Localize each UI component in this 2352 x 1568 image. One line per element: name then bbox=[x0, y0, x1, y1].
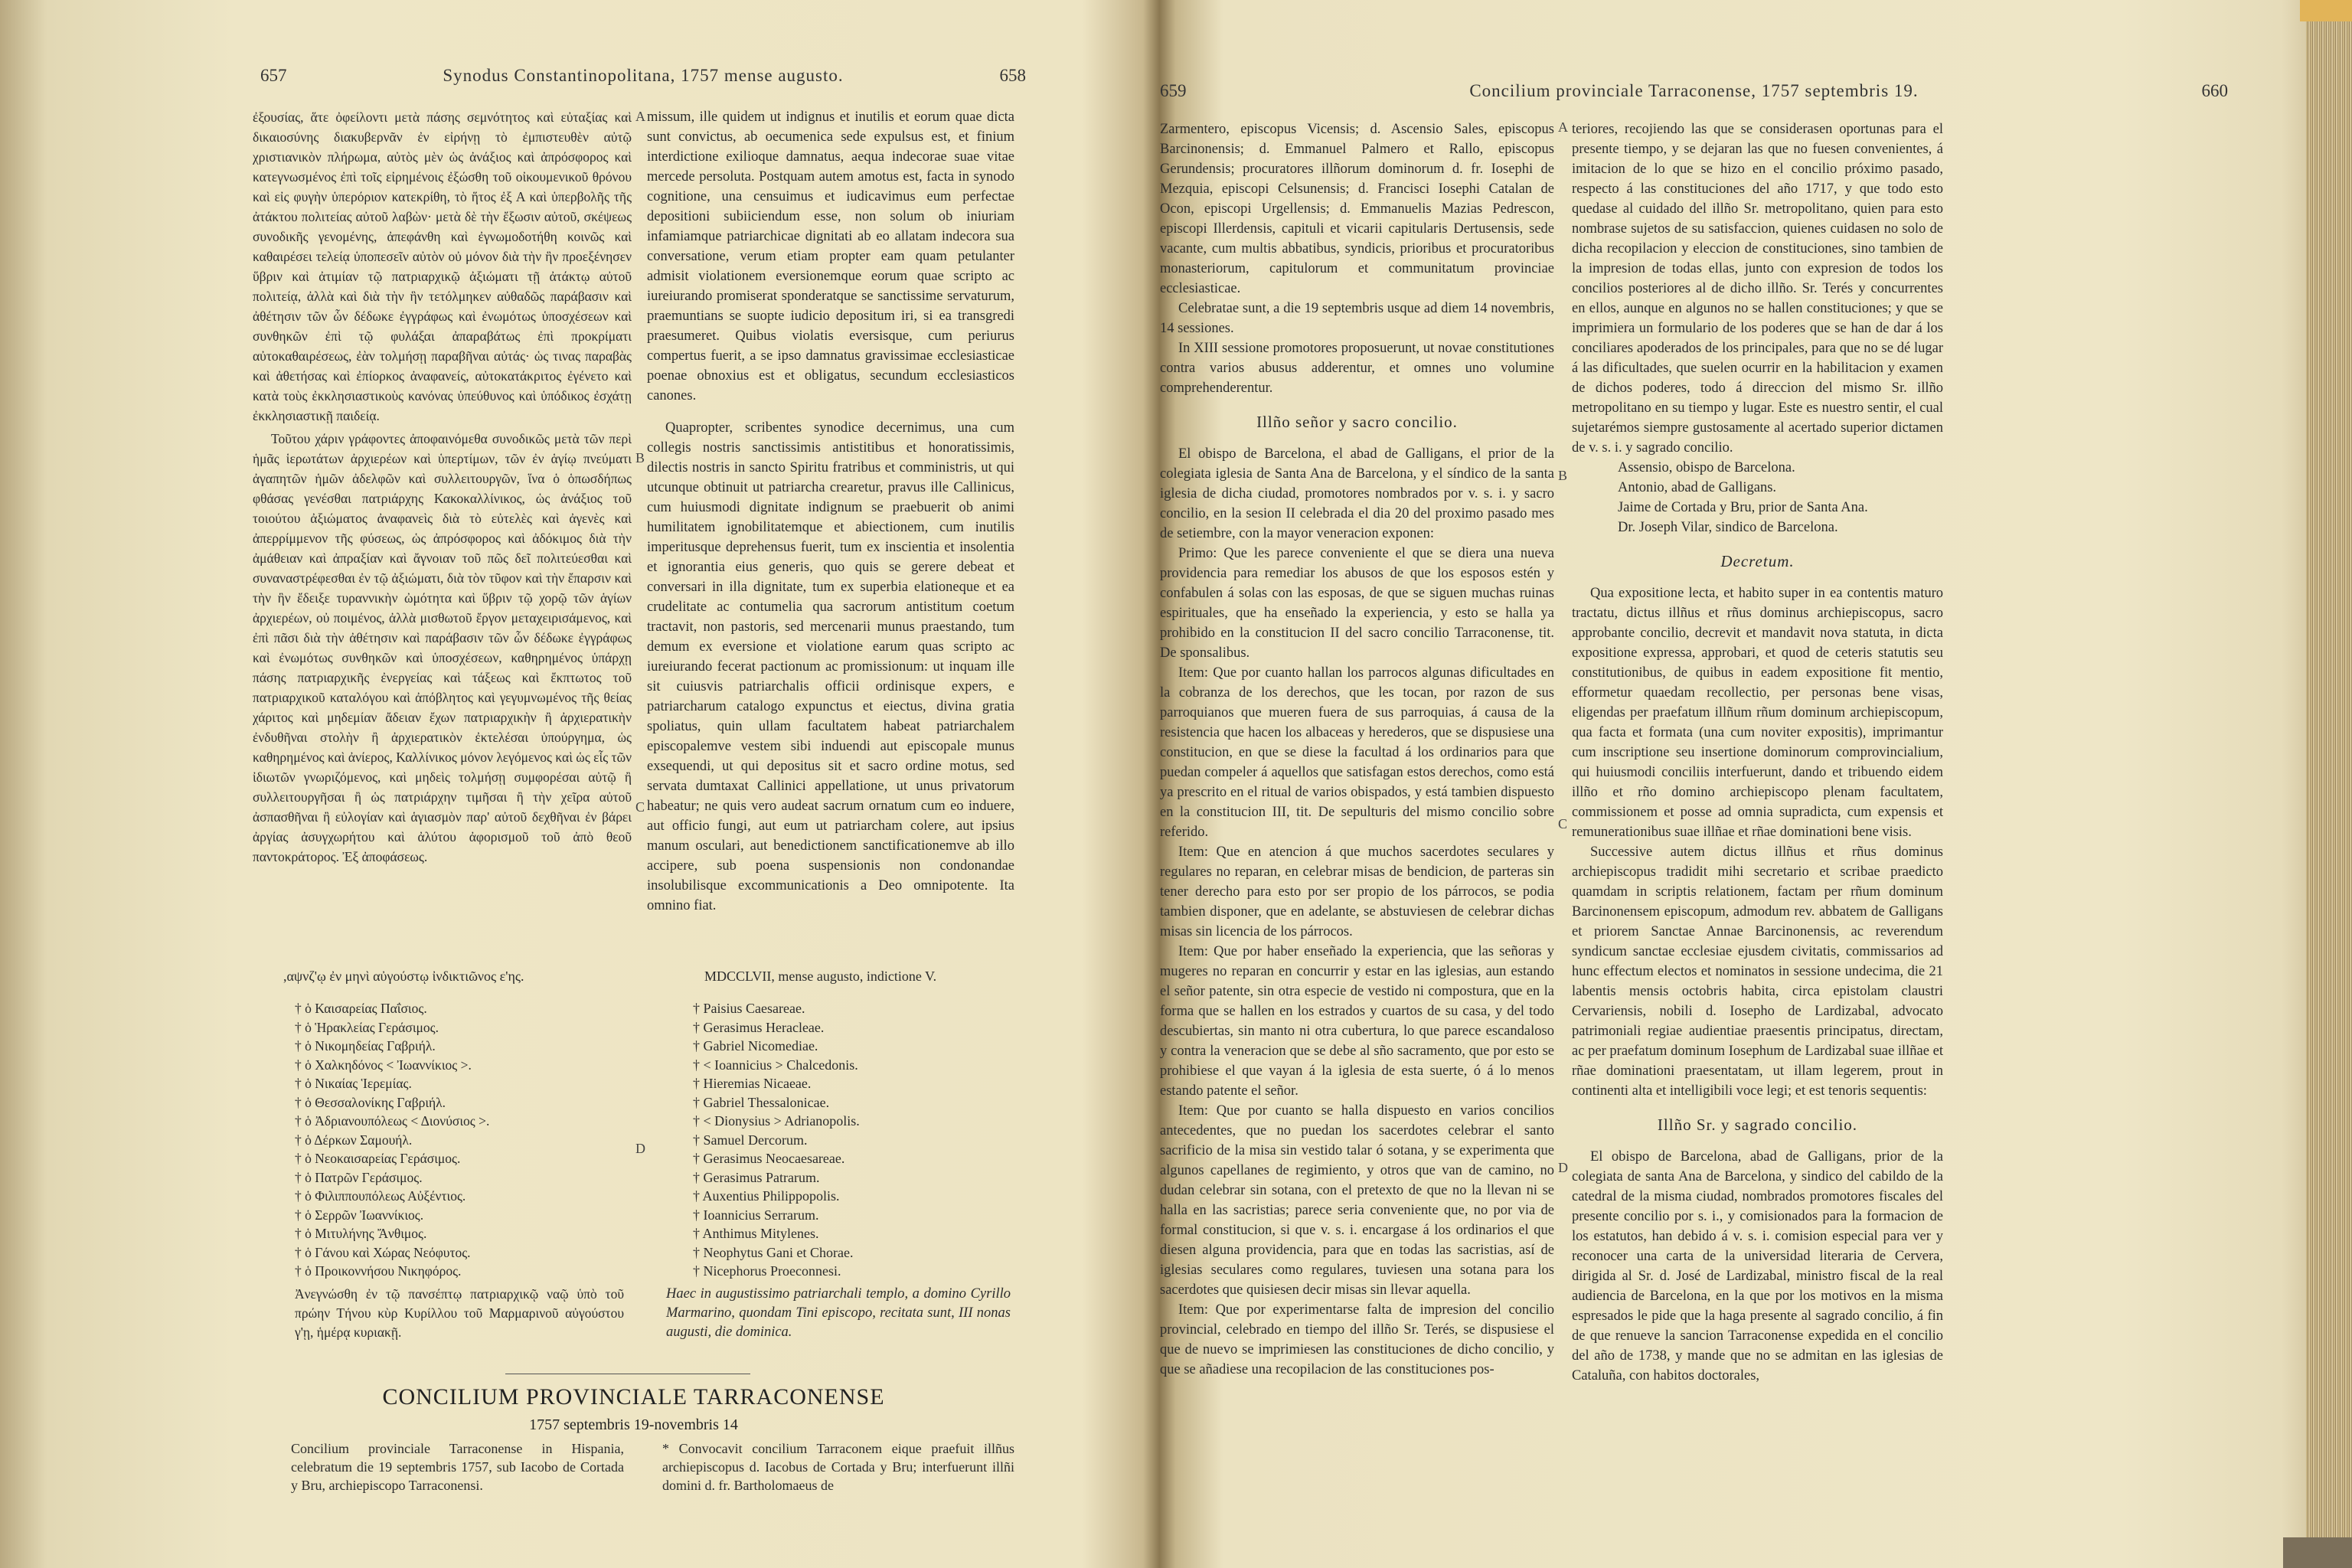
continuation-paragraph: teriores, recojiendo las que se considerasen oportunas para el presente tiempo, y se dejaran las que no fuesen convenientes, á imitacion de lo que se hizo en el concilio próximo pasado, respecto á las constituciones del año 1717, y que todo esto quedase al cuidado del illño Sr. metropolitano, quien para esto nombrase sujetos de su satisfaccion, quienes cuidasen no solo de dicha recopilacion y eleccion de constituciones, sino tambien de la impresion de todas ellas, junto con expresion de todos los concilios posteriores al de dicho illño. Sr. Terés y concurrentes en ellos, aunque en algunos no se hallen constituciones; y que se imprimiera un formulario de los poderes que se han de dar á los conciliares apoderados de los principales, para que no se dé lugar á las dificultades, que suelen ocurrir en la habilitacion y examen de dichos poderes, todo á direccion del mismo Sr. illño metropolitano en su tiempo y lugar. Este es nuestro sentir, el cual sujetarémos siempre gustosamente al acertado superior dictamen de v. s. i. y sagrado concilio. bbox=[1572, 122, 1943, 456]
margin-letter-b: B bbox=[635, 450, 645, 466]
signatory: Dr. Joseph Vilar, sindico de Barcelona. bbox=[1618, 520, 1838, 535]
page-number-658: 658 bbox=[999, 66, 1026, 85]
promotores-paragraph: In XIII sessione promotores proposuerunt, ut novae constitutiones contra varios abusus adderentur, et omnes uno volumine comprehenderentur. bbox=[1160, 341, 1554, 396]
second-heading: Illño Sr. y sagrado concilio. bbox=[1657, 1116, 1858, 1134]
greek-signature: † ὁ Πατρῶν Γεράσιμος. bbox=[295, 1169, 423, 1185]
margin-letter-c: C bbox=[635, 799, 645, 815]
signatory: Jaime de Cortada y Bru, prior de Santa Ana. bbox=[1618, 500, 1868, 515]
decretum-paragraph: Qua expositione lecta, et habito super in ea contentis maturo tractatu, dictus illñus et rñus dominus archiepiscopus, sacro approbante concilio, decrevit et mandavit nova statuta, in dicta expositione expressa, approbari, et quod de ceteris statutis seu constitutionibus, de quibus in eadem expositione fit mentio, efformetur quaedam recollectio, per personas bene visas, eligendas per praefatum illñum rñum dominum archiepiscopum, qua facta et formata (una cum noviter expositis), imprimantur cum inscriptione seu insertione dominorum comprovincialium, qui huiusmodi conciliis interfuerunt, dando et tribuendo eidem illño et rño domino archiepiscopo plenam facultatem, commissionem et posse ad omnia supradicta, cum expensis et remunerationibus suae illñae et rñae dominationi bene visis. bbox=[1572, 586, 1943, 840]
latin-paragraph-1: missum, ille quidem ut indignus et inutilis et eorum quae dicta sunt convictus, ab oecumenica sede expulsus est, et finium interdictione exilioque damnatus, aequa indecorae suae vitae mercede persoluta. Postquam autem amotus est, facta in synodo cognitione, una censuimus et iudicavimus eum perfectae depositioni subiiciendum esse, non solum ob iniuriam infamiamque patriarchicae dignitati ab eo allatam indecora sua conversatione, verum etiam propter eam quam petulanter admisit violationem eversionemque eorum quae scripto ac iureiurando promiserat sponderatque se sanctissime servaturum, praemuntians se suopte iudicio depositum iri, si ea transgredi praesumeret. Quibus violatis eversisque, cum periurus compertus fuerit, a se ipso damnatus gravissimae ecclesiasticae poenae obnoxius est et obligatus, secundum ecclesiasticos canones. bbox=[647, 109, 1014, 403]
sessions-paragraph: Celebratae sunt, a die 19 septembris usque ad diem 14 novembris, 14 sessiones. bbox=[1160, 301, 1554, 336]
obispo-paragraph: El obispo de Barcelona, abad de Galligans, prior de la colegiata de santa Ana de Barcelona, y sindico del cabildo de la catedral de la misma ciudad, nombrados promotores fiscales del presente concilio por s. i., y comisionados para la formacion de los estatutos, han debido á v. s. i. comision especial para ver y reconocer una carta de la universidad literaria de Cervera, dirigida al Sr. d. José de Lardizabal, ministro fiscal de la real audiencia de Barcelona, en la que por los motivos en la misma espresados le pide que la haga presente al sagrado concilio, á fin de que renueve la sancion Tarraconense expedida en el concilio del año de 1738, y mande que no se admitan en las iglesias de Cataluña, con habitos doctorales, bbox=[1572, 1149, 1943, 1383]
decretum-heading: Decretum. bbox=[1720, 552, 1795, 570]
item-paragraph: Item: Que por experimentarse falta de impresion del concilio provincial, celebrado en tiempo del illño Sr. Terés, se dispusiese el que de nuevo se imprimiesen las constituciones de dicho concilio, y que se añadiese una recopilacion de las constituciones pos- bbox=[1160, 1302, 1554, 1377]
section-title: CONCILIUM PROVINCIALE TARRACONENSE bbox=[382, 1384, 885, 1410]
right-running-head bbox=[1160, 81, 2228, 112]
item-paragraph: Item: Que en atencion á que muchos sacerdotes seculares y regulares no reparan, en celebrar misas de bendicion, de parteras sin tener derecho para esto por ser propio de los párrocos, se podia tambien disponer, que en adelante, se abstuviesen de celebrar dichas misas sin licencia de los párrocos. bbox=[1160, 844, 1554, 939]
greek-closing: Ἀνεγνώσθη ἐν τῷ πανσέπτῳ πατριαρχικῷ ναῷ ὑπὸ τοῦ πρώην Τήνου κὺρ Κυρίλλου τοῦ Μαρμαρινοῦ αὐγούστου γ'ῃ, ἡμέρᾳ κυριακῇ. bbox=[295, 1286, 624, 1340]
margin-letter-a: A bbox=[1558, 119, 1568, 135]
greek-signatures bbox=[295, 999, 616, 1281]
latin-signature: † Gerasimus Patrarum. bbox=[693, 1169, 820, 1185]
left-running-head bbox=[260, 66, 1026, 96]
book-corner bbox=[2283, 1537, 2352, 1568]
latin-signature: † Gabriel Nicomediae. bbox=[693, 1038, 818, 1054]
greek-paragraph-1: ἐξουσίας, ἅτε ὀφείλοντι μετὰ πάσης σεμνότητος καὶ εὐταξίας καὶ δικαιοσύνης διακυβερνᾶν ἐν εἰρήνῃ τὸ ἐμπιστευθὲν αὐτῷ χριστιανικὸν πλήρωμα, αὐτὸς μὲν ὡς ἀνάξιος καὶ ἀπρόσφορος καὶ κατεγνωσμένος ἐπὶ τοῖς εἰρημένοις ἐξώσθη τοῦ οἰκουμενικοῦ θρόνου καὶ εἰς φυγὴν ὑπερόριον κατεκρίθη, τὸ ἥτος ἐξ Α καὶ ὑπερβολῆς τῆς ἀτάκτου πολιτείας αὐτοῦ λαβὼν· μετὰ δὲ τὴν ἔξωσιν αὐτοῦ, σκέψεως συνοδικῆς γενομένης, ἀπεφάνθη καὶ ἐγνωμοδοτήθη κοινῶς καὶ καθαιρέσει τελείᾳ ὑποπεσεῖν αὐτὸν οὐ μόνον διὰ τὴν ἣν προεξένησεν ὕβριν καὶ ἀτιμίαν τῷ πατριαρχικῷ ἀξιώματι τῇ ἀτάκτῳ αὐτοῦ πολιτείᾳ, ἀλλὰ καὶ διὰ τὴν ἣν τετόλμηκεν αὐθαδῶς παράβασιν καὶ ἀθέτησιν τῶν ὧν δέδωκε ἐγγράφως καὶ ἐνωμότως ὑποσχέσεων καὶ συνθηκῶν ἐπὶ τῷ φυλάξαι ἀπαραβάτως ἐπὶ προκρίματι αὐτοκαθαιρέσεως, ἐὰν τολμήσῃ παραβῆναι αὐτάς· ὡς τινας παραβὰς καὶ ἀθετήσας καὶ ἐπίορκος ἀναφανείς, αὐτοκατάκριτος ἐγένετο καὶ κατὰ τοὺς ἐκκλησιαστικοὺς κανόνας ὑπεύθυνος καὶ ὑπόδικος ἐσχάτῃ ἐκκλησιαστικῇ παιδείᾳ. bbox=[253, 109, 632, 423]
latin-signature: † < Dionysius > Adrianopolis. bbox=[693, 1113, 860, 1129]
latin-column bbox=[647, 107, 1014, 916]
greek-signature: † ὁ Χαλκηδόνος < Ἰωαννίκιος >. bbox=[295, 1057, 472, 1073]
latin-signature: † Paisius Caesareae. bbox=[693, 1001, 805, 1016]
left-heading: Illño señor y sacro concilio. bbox=[1256, 413, 1458, 431]
latin-signature: † Neophytus Gani et Chorae. bbox=[693, 1244, 854, 1260]
latin-signature: † Samuel Dercorum. bbox=[693, 1132, 808, 1148]
signatory: Assensio, obispo de Barcelona. bbox=[1618, 460, 1795, 475]
margin-letter-d: D bbox=[635, 1141, 645, 1156]
primo-paragraph: Primo: Que les parece conveniente el que se diera una nueva providencia para remediar los abusos de que los esposos estén y confabulen á solas con las esposas, de que se siguen muchas ruinas espirituales, que ha enseñado la experiencia, y esto se halla ya prohibido en la constitucion II del sacro concilio Tarraconense, tit. De sponsalibus. bbox=[1160, 546, 1554, 661]
signatory: Antonio, abad de Galligans. bbox=[1618, 480, 1777, 495]
greek-column bbox=[253, 107, 632, 867]
section-dates: 1757 septembris 19-novembris 14 bbox=[529, 1416, 738, 1433]
greek-signature: † ὁ Θεσσαλονίκης Γαβριήλ. bbox=[295, 1094, 446, 1110]
page-number-657: 657 bbox=[260, 66, 287, 85]
greek-signature: † ὁ Προικοννήσου Νικηφόρος. bbox=[295, 1263, 462, 1279]
item-paragraph: Item: Que por cuanto hallan los parrocos algunas dificultades en la cobranza de los derechos, que les tocan, por razon de sus parroquianos que mueren fuera de sus parroquias, á causa de la resistencia que hacen los albaceas y herederos, que se dispusiese una constitucion, en que se diese la facultad á los ordinarios para que puedan compeler á aquellos que satisfagan estos derechos, como está ya prescrito en el ritual de varios obispados, y está tambien dispuesto en la constitucion III, tit. De sepulturis del mismo concilio sobre referido. bbox=[1160, 665, 1554, 840]
section-intro-right: * Convocavit concilium Tarraconem eique praefuit illñus archiepiscopus d. Iacobus de Cortada y Bru; interfuerunt illñi domini d. fr. Bartholomaeus de bbox=[662, 1441, 1014, 1493]
right-left-column bbox=[1160, 119, 1554, 1380]
latin-signature: † Gabriel Thessalonicae. bbox=[693, 1094, 830, 1110]
page-edges bbox=[2306, 0, 2352, 1568]
page-number-660: 660 bbox=[2201, 81, 2228, 100]
latin-signature: † Hieremias Nicaeae. bbox=[693, 1076, 812, 1091]
greek-signature: † ὁ Καισαρείας Παΐσιος. bbox=[295, 1001, 427, 1016]
page-number-659: 659 bbox=[1160, 81, 1187, 100]
latin-paragraph-2: Quapropter, scribentes synodice decernimus, una cum collegis nostris sanctissimis antistitibus et honoratissimis, dilectis nostris in sancto Spiritu fratribus et comministris, ut qui utcunque obtinuit ut patriarcha crearetur, pravus ille Callinicus, cum huiusmodi dignitate indignum se praebuerit ob animi humilitatem ignobilitatemque et abiectionem, cum inutilis imperitusque deprehensus fuerit, tum ex inscientia et insolentia et ignorantia eius generis, quo quis se gerere debeat et conversari in illa dignitate, tum ex superbia elationeque et ea crudelitate ac contumelia qua sacrorum antistitum coetum tractavit, non pastoris, sed mercenarii munus praestando, tum demum ex eversione et violatione earum quas scripto ac iureiurando fecerat pactionum ac promissionum: ut inquam ille sit cuiusvis patriarchalis officii ordinisque expers, e patriarcharum catalogo expunctus et eiectus, divina gratia spoliatus, quin ullam facultatem habeat patriarchalem episcopalemve vestem sibi induendi aut episcopale munus exsequendi, ut qui depositus sit et sacro ordine motus, sed servata dumtaxat Callinici appellatione, ut unus privatorum habeatur; ne quis vero audeat sacrum ornatum cum eo induere, aut officio fungi, aut eum ut patriarcham colere, aut ipsius manum osculari, aut benedictionem sanctificationemve ab illo accipere, sub poena suspensionis non condonandae insolubilisque excommunicationis a Deo omnipotente. Ita omnino fiat. bbox=[647, 420, 1014, 913]
left-page bbox=[0, 0, 1087, 1568]
section-intro-left: Concilium provinciale Tarraconense in Hispania, celebratum die 19 septembris 1757, sub Iacobo de Cortada y Bru, archiepiscopo Tarraconensi. bbox=[291, 1441, 624, 1493]
greek-signature: † ὁ Νεοκαισαρείας Γεράσιμος. bbox=[295, 1151, 461, 1166]
greek-signature: † ὁ Νικομηδείας Γαβριήλ. bbox=[295, 1038, 436, 1054]
left-running-title: Synodus Constantinopolitana, 1757 mense augusto. bbox=[443, 66, 844, 85]
greek-paragraph-2: Τοῦτου χάριν γράφοντες ἀποφαινόμεθα συνοδικῶς μετὰ τῶν περὶ ἡμᾶς ἱερωτάτων ἀρχιερέων καὶ ὑπερτίμων, τῶν ἐν ἁγίῳ πνεύματι ἀγαπητῶν ἡμῶν ἀδελφῶν καὶ συλλειτουργῶν, ἵνα ὁ ὁπωσδήπως φθάσας γενέσθαι πατριάρχης Κακοκαλλίνικος, ὡς ἀνάξιος τοῦ τοιούτου ἀξιώματος ἀναφανεὶς διὰ τὸ εὐτελὲς καὶ ἀγενὲς καὶ ἀπερρίμμενον τῆς φύσεως, ὡς ἀπρόσφορος καὶ ἀδόκιμος διὰ τὴν ἀμάθειαν καὶ ἀπραξίαν καὶ ἄγνοιαν τοῦ πῶς δεῖ πολιτεύεσθαι καὶ συναναστρέφεσθαι ἐν τῷ ἀξιώματι, διὰ τὸν τῦφον καὶ τὴν ἔπαρσιν καὶ τὴν ἣν ἔδειξε τυραννικὴν ὠμότητα καὶ ὕβριν τῷ χορῷ τῶν ἁγίων ἀρχιερέων, οὐ ποιμένος, ἀλλὰ μισθωτοῦ ἔργον μεταχειρισάμενος, καὶ ἐπὶ πᾶσι διὰ τὴν ἀθέτησιν καὶ παράβασιν τῶν ὧν δέδωκε ἐγγράφως καὶ ἐνωμότως συνθηκῶν καὶ ὑποσχέσεων, καθηρημένος ὑπάρχῃ πάσης πατριαρχικῆς ἐνεργείας καὶ τάξεως καὶ ἔκπτωτος τοῦ πατριαρχικοῦ καταλόγου καὶ ἀπόβλητος καὶ γεγυμνωμένος τῆς θείας χάριτος καὶ μηδεμίαν ἄδειαν ἔχων πατριαρχικὴν ἢ ἀρχιερατικὴν ἐνδυθῆναι στολὴν ἢ ἀρχιερατικὸν ἐκτελέσαι ὑπούργημα, ὡς καθηρημένος καὶ ἀνίερος, Καλλίνικος μόνον λεγόμενος καὶ ὡς εἷς τῶν ἰδιωτῶν γνωριζόμενος, καὶ μηδεὶς τολμήσῃ συμφορέσαι αὐτῷ ἢ συλλειτουργῆσαι ἢ ὡς πατριάρχην τιμῆσαι ἢ τὴν χεῖρα αὐτοῦ ἀσπασθῆναι ἢ εὐλογίαν καὶ ἁγιασμὸν παρ' αὐτοῦ δεχθῆναι ἐν βάρει ἀργίας ἀσυγχωρήτου καὶ ἀλύτου ἀφορισμοῦ τοῦ ἀπὸ θεοῦ παντοκράτορος. Ἐξ ἀποφάσεως. bbox=[253, 431, 632, 864]
latin-signature: † Gerasimus Heracleae. bbox=[693, 1019, 825, 1035]
greek-signature: † ὁ Ἀδριανουπόλεως < Διονύσιος >. bbox=[295, 1113, 490, 1129]
greek-signature: † ὁ Σερρῶν Ἰωαννίκιος. bbox=[295, 1207, 424, 1223]
margin-letter-a: A bbox=[635, 109, 645, 124]
right-page bbox=[1152, 0, 2301, 1568]
latin-date-text: MDCCLVII, mense augusto, indictione V. bbox=[704, 969, 937, 984]
bookmark-ribbon bbox=[2300, 0, 2352, 21]
latin-closing: Haec in augustissimo patriarchali templo, a domino Cyrillo Marmarino, quondam Tini episcopo, recitata sunt, III nonas augusti, die dominica. bbox=[666, 1286, 1011, 1340]
latin-signature: † Nicephorus Proeconnesi. bbox=[693, 1263, 841, 1279]
margin-letter-c: C bbox=[1558, 816, 1568, 831]
successive-paragraph: Successive autem dictus illñus et rñus dominus archiepiscopus tradidit mihi secretario et scribae praedicto quamdam in scriptis relationem, factam per rñum dominum Barcinonensem episcopum, admodum rev. abbatem de Galligans et priorem Sanctae Annae Barcinonensis, ac reverendum syndicum sanctae ecclesiae ejusdem civitatis, commissarios ad hunc effectum electos et nominatos in sessione undecima, die 21 labentis mensis octobris habita, circa epistolam claustri Cervariensis, nobili d. Iosepho de Lardizabal, advocato patrimoniali regiae audientiae praesentis principatus, directam, ac per praefatum dominum Iosephum de Lardizabal suae illñae et rñae dominationi praesentatam, ut illam legerem, prout in continenti alta et intelligibili voce legi; et est tenoris sequentis: bbox=[1572, 844, 1943, 1099]
greek-date: ,αψνζ'ῳ ἐν μηνὶ αὐγούστῳ ἰνδικτιῶνος ε'ης. bbox=[283, 969, 524, 984]
latin-signature: † Anthimus Mitylenes. bbox=[693, 1226, 819, 1241]
latin-signatures bbox=[693, 999, 1014, 1281]
greek-signature: † ὁ Δέρκων Σαμουήλ. bbox=[295, 1132, 413, 1148]
latin-signature: † Gerasimus Neocaesareae. bbox=[693, 1151, 845, 1166]
greek-signature: † ὁ Φιλιππουπόλεως Αὐξέντιος. bbox=[295, 1188, 466, 1204]
latin-date bbox=[658, 966, 1011, 986]
item-paragraph: Item: Que por cuanto se halla dispuesto en varios concilios antecedentes, que no puedan los sacerdotes celebrar el santo sacrificio de la misa sin vestido talar ó sotana, y se experimenta que algunos capellanes de regimiento, y otros que van de camino, no dudan celebrar sin sotana, con el pretexto de que no la llevan ni se halla en las sacristias; parece seria conveniente que, no por via de formal constitucion, si que v. s. i. encargase á los ordinarios el que diesen alguna providencia, para que en todas las sacristias, así de iglesias seculares como regulares, tuviesen una sotana para los sacerdotes que quisiesen decir misas sin llevar aquella. bbox=[1160, 1103, 1554, 1298]
right-right-column bbox=[1572, 119, 1943, 1386]
petition-paragraph: El obispo de Barcelona, el abad de Galligans, el prior de la colegiata iglesia de Santa Ana de Barcelona, y el síndico de la santa iglesia de dicha ciudad, promotores nombrados por v. s. i. y sacro concilio, en la sesion II celebrada el dia 20 del proximo pasado mes de setiembre, con la mayor veneracion exponen: bbox=[1160, 446, 1554, 541]
greek-signature: † ὁ Ἡρακλείας Γεράσιμος. bbox=[295, 1019, 439, 1035]
greek-signature: † ὁ Μιτυλήνης Ἄνθιμος. bbox=[295, 1226, 427, 1241]
latin-signature: † Auxentius Philippopolis. bbox=[693, 1188, 840, 1204]
greek-signature: † ὁ Γάνου καὶ Χώρας Νεόφυτος. bbox=[295, 1244, 471, 1260]
section-header bbox=[253, 1384, 1014, 1434]
intro-paragraph: Zarmentero, episcopus Vicensis; d. Ascensio Sales, episcopus Barcinonensis; d. Emmanuel Palmero et Rallo, episcopus Gerundensis; procuratores illñorum dominorum d. fr. Iosephi de Mezquia, episcopi Celsunensis; d. Francisci Iosephi Catalan de Ocon, episcopi Urgellensis; d. Emmanuelis Mazias Pedrescon, episcopi Illerdensis, capituli et vicarii capitularis Dertusensis, sede vacante, cum multis abbatibus, syndicis, prioribus et procuratoribus monasteriorum, capitulorum et communitatum provinciae ecclesiasticae. bbox=[1160, 122, 1554, 296]
latin-signature: † < Ioannicius > Chalcedonis. bbox=[693, 1057, 858, 1073]
greek-signature: † ὁ Νικαίας Ἱερεμίας. bbox=[295, 1076, 412, 1091]
right-running-title: Concilium provinciale Tarraconense, 1757 septembris 19. bbox=[1469, 81, 1919, 100]
item-paragraph: Item: Que por haber enseñado la experiencia, que las señoras y mugeres no reparan en concurrir y estar en las iglesias, aun estando el señor patente, sin otra especie de vestido ni compostura, que en la forma que se hallen en los estrados y cuartos de su casa, y del todo descubiertas, sin manto ni otra cubertura, lo que parece escandaloso y contra la veneracion que se debe al sño sacramento, que por esto se prohibiese el que vayan á la iglesia de esta suerte, ó á lo menos estando patente el señor. bbox=[1160, 944, 1554, 1099]
signatories bbox=[1572, 458, 1943, 537]
margin-letter-d: D bbox=[1558, 1160, 1568, 1175]
margin-letter-b: B bbox=[1558, 468, 1568, 483]
latin-signature: † Ioannicius Serrarum. bbox=[693, 1207, 819, 1223]
